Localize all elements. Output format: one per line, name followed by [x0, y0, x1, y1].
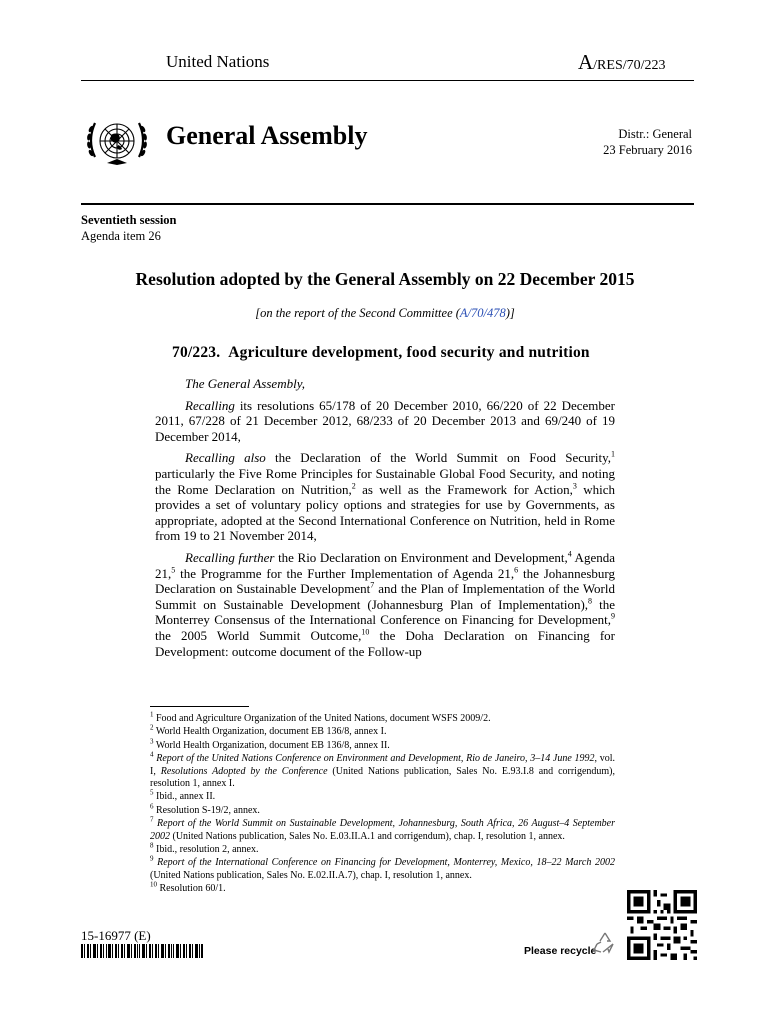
p3-text: the Monterrey Consensus of the International Conference on Financing for Development,: [155, 596, 615, 628]
document-symbol: [578, 50, 666, 75]
footnote-ref[interactable]: 1: [611, 450, 615, 460]
footnote-6: [150, 802, 615, 817]
un-emblem-icon: [81, 105, 153, 177]
footnote-number: 4: [150, 750, 154, 759]
footnote-ref[interactable]: 10: [361, 627, 370, 637]
recycle-icon: [592, 930, 618, 956]
please-recycle: Please recycle: [524, 945, 597, 957]
footnote-text: (United Nations publication, Sales No. E.02.II.A.7), chap. I, resolution 1, annex.: [150, 869, 472, 881]
p2-text: which provides a set of voluntary policy options and strategies for use by Governments, as appropriate, adopted at the Second International Conference on Nutrition, held in Rome from 19 to 21 November 2014,: [155, 481, 615, 544]
footnote-number: 5: [150, 789, 154, 798]
footnote-number: 6: [150, 802, 154, 811]
footnote-text: (United Nations publication, Sales No. E.93.I.8 and corrigendum), resolution 1, annex I.: [150, 765, 615, 790]
footnote-text: Resolution 60/1.: [157, 883, 226, 895]
footnote-number: 1: [150, 710, 154, 719]
p3-text: the Doha Declaration on Financing for Development: outcome document of the Follow-up: [155, 627, 615, 659]
barcode-icon: [81, 944, 203, 958]
footnote-ref[interactable]: 6: [514, 565, 519, 575]
report-suffix: )]: [505, 306, 515, 320]
footnote-ref[interactable]: 8: [588, 596, 593, 606]
footnote-text: Report of the United Nations Conference on Environment and Development, Rio de Janeiro, 3–14 June 1992: [153, 753, 595, 765]
general-assembly-title: General Assembly: [166, 121, 368, 150]
footnote-text: Report of the International Conference on Financing for Development, Monterrey, Mexico, 18–22 March 2002: [153, 857, 615, 869]
footnote-text: World Health Organization, document EB 136/8, annex II.: [153, 739, 390, 751]
footnote-ref[interactable]: 2: [351, 481, 356, 491]
paragraph-1: [155, 398, 615, 445]
report-prefix: [on the report of the Second Committee (: [255, 306, 460, 320]
footnote-rule: [150, 706, 249, 707]
header-organization: United Nations: [166, 52, 270, 71]
symbol-letter: A: [578, 50, 594, 74]
footnote-number: 9: [150, 855, 154, 864]
footnote-ref[interactable]: 5: [171, 565, 176, 575]
p1-text: its resolutions 65/178 of 20 December 2010, 66/220 of 22 December 2011, 67/228 of 21 December 2012, 68/233 of 20 December 2013 and 69/240 of 19 December 2014,: [155, 397, 615, 444]
footnote-ref[interactable]: 3: [572, 481, 577, 491]
distribution: Distr.: General: [618, 127, 692, 141]
p1-lead: Recalling: [185, 397, 235, 413]
footnote-number: 7: [150, 815, 154, 824]
footnote-8: [150, 841, 615, 856]
p3-text: the Johannesburg Declaration on Sustainable Development: [155, 565, 615, 597]
footnote-ref[interactable]: 7: [370, 580, 375, 590]
opening-line: [155, 376, 615, 392]
p2-text: particularly the Five Rome Principles for Sustainable Global Food Security, and noting the Rome Declaration on Nutrition,: [155, 465, 615, 497]
session-name: Seventieth session: [81, 213, 177, 227]
footnote-text: Food and Agriculture Organization of the United Nations, document WSFS 2009/2.: [153, 713, 491, 724]
footnote-text: Ibid., resolution 2, annex.: [153, 844, 259, 856]
footnote-text: Ibid., annex II.: [153, 791, 216, 803]
masthead-rule: [81, 203, 694, 205]
p3-text: the Rio Declaration on Environment and Development,: [274, 549, 568, 565]
resolution-title: Resolution adopted by the General Assembly on 22 December 2015: [135, 269, 635, 289]
p2-text: as well as the Framework for Action,: [355, 481, 573, 497]
paragraph-2: [155, 450, 615, 544]
paragraph-3: [155, 550, 615, 659]
p3-lead: Recalling further: [185, 549, 275, 565]
p2-text: the Declaration of the World Summit on Food Security,: [265, 450, 611, 466]
footnote-2: [150, 726, 615, 738]
agenda-item: Agenda item 26: [81, 229, 161, 243]
p2-lead: Recalling also: [185, 450, 266, 466]
p3-text: the 2005 World Summit Outcome,: [155, 627, 362, 643]
footnote-number: 3: [150, 737, 154, 746]
symbol-rest: /RES/70/223: [593, 58, 666, 73]
qr-code-icon: [627, 890, 697, 960]
footnote-text: Report of the World Summit on Sustainable Development, Johannesburg, South Africa, 26 August–4 September 2002: [150, 818, 615, 842]
resolution-heading: 70/223. Agriculture development, food security and nutrition: [172, 344, 590, 361]
document-number: 15-16977 (E): [81, 928, 151, 943]
footnote-text: Resolutions Adopted by the Conference: [160, 765, 328, 777]
footnote-1: [150, 710, 615, 725]
footnote-number: 2: [150, 724, 154, 733]
committee-report-line: [0, 306, 770, 321]
footnotes: [150, 710, 616, 897]
issue-date: 23 February 2016: [603, 143, 692, 157]
footnote-text: Resolution S-19/2, annex.: [153, 804, 260, 816]
p3-text: the Programme for the Further Implementation of Agenda 21,: [175, 565, 515, 581]
footnote-ref[interactable]: 4: [567, 549, 572, 559]
footnote-text: World Health Organization, document EB 136/8, annex I.: [153, 726, 387, 738]
footnote-5: [150, 791, 615, 803]
p3-text: Agenda 21,: [155, 549, 615, 581]
footnote-3: [150, 737, 615, 752]
report-link[interactable]: A/70/478: [459, 306, 506, 320]
resolution-body: [155, 376, 615, 665]
footnote-number: 10: [150, 880, 157, 889]
session-block: [81, 212, 177, 244]
footnote-ref[interactable]: 9: [611, 611, 615, 621]
footnote-number: 8: [150, 841, 154, 850]
footnote-7: [150, 815, 615, 843]
footnote-text: (United Nations publication, Sales No. E.03.II.A.1 and corrigendum), chap. I, resolution 1, annex.: [170, 830, 565, 842]
footnote-4: [150, 750, 616, 790]
opening-text: The General Assembly,: [185, 376, 305, 391]
distribution-block: [603, 126, 692, 158]
footnote-text: , vol. I,: [150, 753, 616, 777]
p3-text: and the Plan of Implementation of the World Summit on Sustainable Development (Johannesburg Plan of Implementation),: [155, 581, 615, 612]
footnote-10: [150, 880, 615, 895]
footnote-9: [150, 857, 615, 882]
header-rule: [81, 80, 694, 81]
